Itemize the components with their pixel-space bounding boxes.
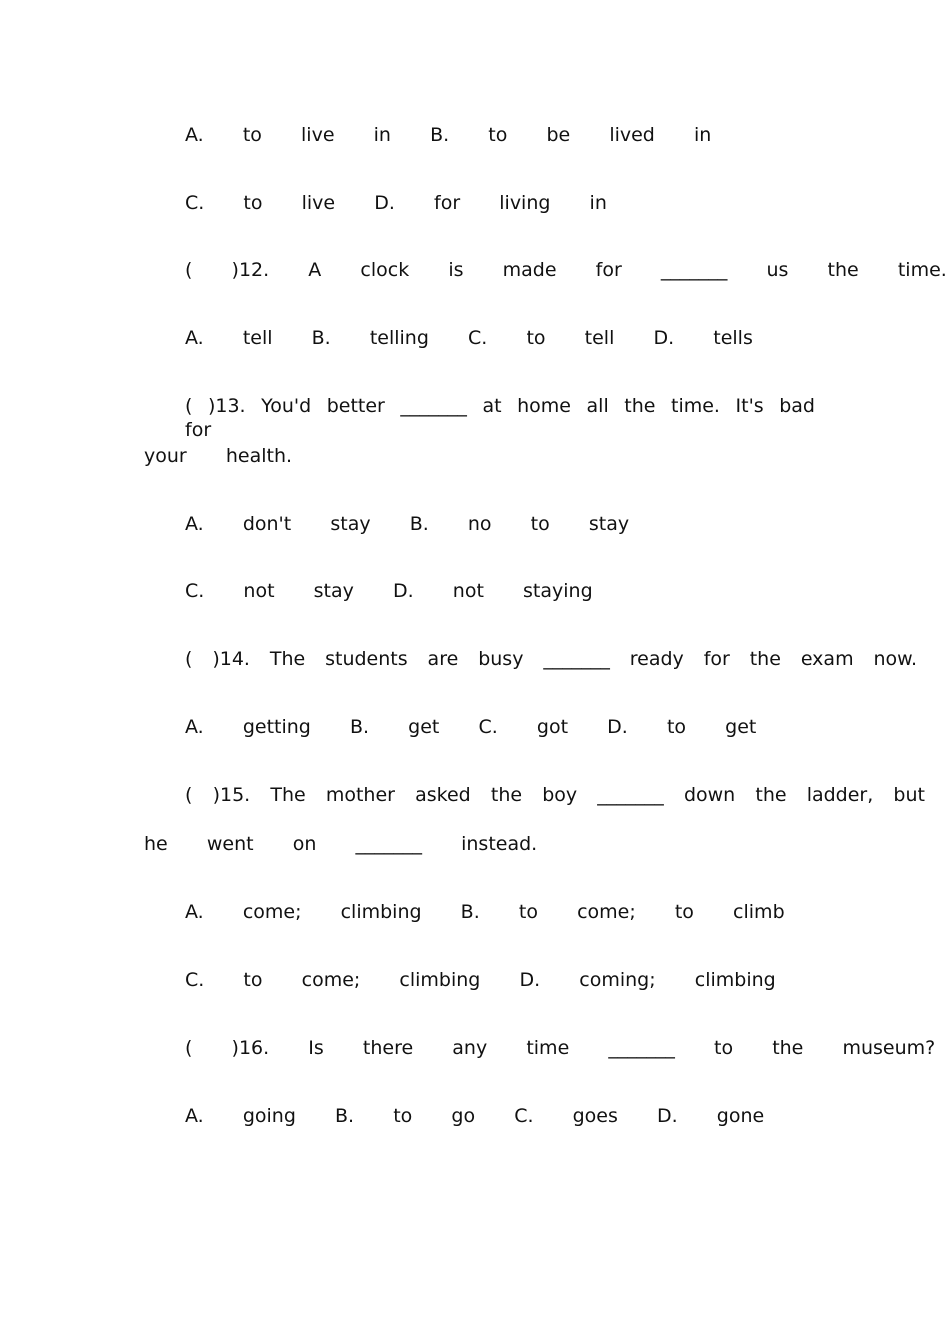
q14-stem: ( )14. The students are busy _______ ready for the exam now. (185, 648, 917, 670)
q15-options-ab: A. come; climbing B. to come; to climb (185, 901, 785, 923)
q16-options: A. going B. to go C. goes D. gone (185, 1105, 765, 1127)
q15-stem-continued: he went on _______ instead. (144, 833, 538, 855)
q13-stem-continued: your health. (144, 445, 293, 467)
q13-options-cd: C. not stay D. not staying (185, 580, 593, 602)
q11-options-cd: C. to live D. for living in (185, 192, 607, 214)
q12-options: A. tell B. telling C. to tell D. tells (185, 327, 753, 349)
q14-options: A. getting B. get C. got D. to get (185, 716, 757, 738)
q15-options-cd: C. to come; climbing D. coming; climbing (185, 969, 776, 991)
q15-stem: ( )15. The mother asked the boy _______ down the ladder, but (185, 784, 925, 806)
q11-options-ab: A. to live in B. to be lived in (185, 124, 712, 146)
q16-stem: ( )16. Is there any time _______ to the museum? (185, 1037, 936, 1059)
q13-options-ab: A. don't stay B. no to stay (185, 513, 630, 535)
q13-stem: ( )13. You'd better _______ at home all the time. It's bad for (185, 395, 815, 441)
q12-stem: ( )12. A clock is made for _______ us the time. (185, 259, 947, 281)
